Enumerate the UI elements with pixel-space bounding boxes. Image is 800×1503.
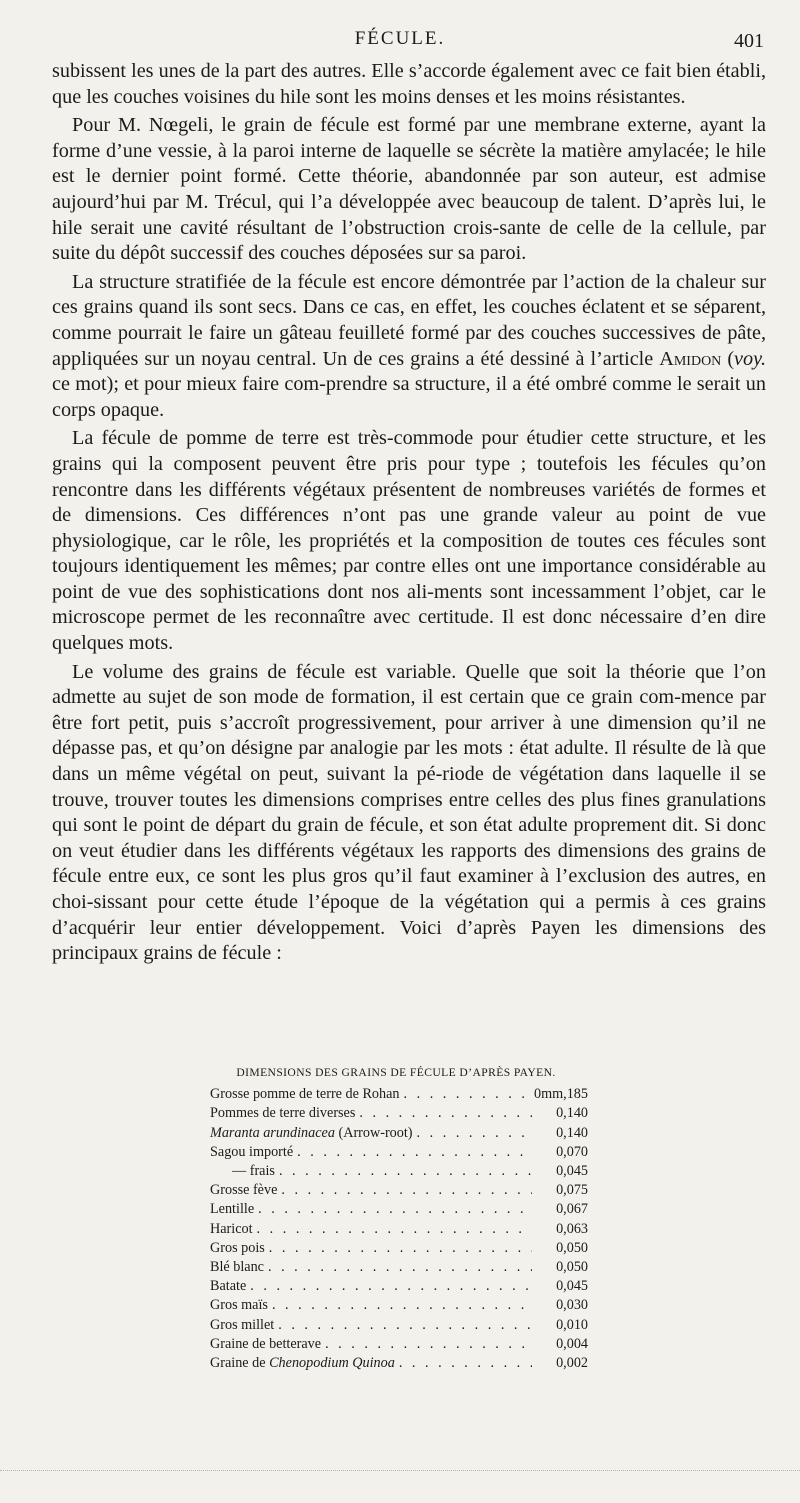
table-row <box>200 1258 592 1277</box>
row-value: 0,070 <box>556 1143 588 1160</box>
row-value: 0,002 <box>556 1355 588 1372</box>
table-row <box>200 1277 592 1296</box>
row-value: 0,004 <box>556 1335 588 1352</box>
row-value: 0,140 <box>556 1105 588 1122</box>
paragraph-3-text-c: ce mot); et pour mieux faire com-prendre sa structure, il a été ombré comme le serait un corps opaque. <box>52 373 766 421</box>
dot-leader <box>404 1085 530 1104</box>
row-label: Grosse pomme de terre de Rohan <box>210 1086 400 1103</box>
dot-leader <box>359 1104 532 1123</box>
table-row <box>200 1104 592 1123</box>
table-row <box>200 1354 592 1373</box>
running-head <box>0 28 800 54</box>
row-label: Blé blanc <box>210 1259 264 1276</box>
table-row <box>200 1296 592 1315</box>
row-label: Graine de betterave <box>210 1335 322 1352</box>
row-label-prefix: Graine de <box>210 1355 270 1372</box>
row-value: 0,045 <box>556 1278 588 1295</box>
row-label-italic: Chenopodium Quinoa <box>269 1355 395 1372</box>
table-rows <box>200 1085 592 1373</box>
row-label: — frais <box>232 1163 275 1180</box>
table-row <box>200 1143 592 1162</box>
dot-leader <box>250 1277 532 1296</box>
running-title: FÉCULE. <box>354 28 446 49</box>
dot-leader <box>281 1181 532 1200</box>
table-title: DIMENSIONS DES GRAINS DE FÉCULE D’APRÈS PAYEN. <box>236 1066 556 1079</box>
row-value: 0,030 <box>556 1297 588 1314</box>
voy-abbreviation: voy. <box>734 347 766 370</box>
table-row <box>200 1316 592 1335</box>
row-value: 0,067 <box>556 1201 588 1218</box>
dot-leader <box>399 1354 532 1373</box>
row-value: 0,063 <box>556 1220 588 1237</box>
dot-leader <box>325 1335 532 1354</box>
table-row <box>200 1335 592 1354</box>
row-label <box>210 1354 395 1373</box>
table-row <box>200 1162 592 1181</box>
table-row <box>200 1220 592 1239</box>
row-value: 0,075 <box>556 1182 588 1199</box>
dot-leader <box>278 1316 532 1335</box>
dot-leader <box>417 1124 532 1143</box>
row-value: 0,140 <box>556 1124 588 1141</box>
paragraph-5: Le volume des grains de fécule est variable. Quelle que soit la théorie que l’on admette au sujet de son mode de formation, il est certain que ce grain com-mence par être fort petit, puis s’accroît progressivement, pour arriver à une dimension qu’il ne dépasse pas, et qu’on désigne par analogie par les mots : état adulte. Il résulte de là que dans un même végétal on peut, suivant la pé-riode de végétation dans laquelle il se trouve, trouver toutes les dimensions comprises entre celles des plus fines granulations qui sont le point de départ du grain de fécule, et son état adulte proprement dit. Si donc on veut étudier dans les différents végétaux les rapports des dimensions des grains de fécule entre eux, ce sont les plus gros qu’il faut examiner à l’exclusion des autres, en choi-sissant pour cette étude l’époque de la végétation qui a permis à ces grains d’acquérir leur entier développement. Voici d’après Payen les dimensions des principaux grains de fécule : <box>52 660 766 965</box>
dot-leader <box>279 1162 532 1181</box>
page-number: 401 <box>734 30 764 52</box>
table-row <box>200 1239 592 1258</box>
row-value: 0,010 <box>556 1316 588 1333</box>
row-label: Pommes de terre diverses <box>210 1105 356 1122</box>
dot-leader <box>268 1258 532 1277</box>
row-label-italic: Maranta arundinacea <box>210 1124 335 1141</box>
row-label: Gros maïs <box>210 1297 268 1314</box>
dot-leader <box>269 1239 532 1258</box>
page-bottom-edge <box>0 1470 800 1471</box>
row-label: Grosse fève <box>210 1182 278 1199</box>
paragraph-1: subissent les unes de la part des autres. Elle s’accorde également avec ce fait bien établi, que les couches voisines du hile sont les moins denses et les moins résistantes. <box>52 60 766 108</box>
row-label: Haricot <box>210 1220 253 1237</box>
row-label: Sagou importé <box>210 1143 294 1160</box>
row-label-suffix: (Arrow-root) <box>334 1124 413 1141</box>
paragraph-2: Pour M. Nœgeli, le grain de fécule est formé par une membrane externe, ayant la forme d’une vessie, à la paroi interne de laquelle se sécrète la matière amylacée; le hile est le dernier point formé. Cette théorie, abandonnée par son auteur, est admise aujourd’hui par M. Trécul, qui l’a développée avec beaucoup de talent. D’après lui, le hile serait une cavité résultant de l’obstruction crois-sante de celle de la cellule, par suite du dépôt successif des couches déposées sur sa paroi. <box>52 114 766 265</box>
row-label: Batate <box>210 1278 247 1295</box>
dot-leader <box>257 1220 532 1239</box>
paragraph-3 <box>52 270 766 424</box>
paragraph-3-text-a: La structure stratifiée de la fécule est encore démontrée par l’action de la chaleur sur ces grains quand ils sont secs. Dans ce cas, en effet, les couches éclatent et se séparent, comme pourrait le faire un gâteau feuilleté formé par des couches successives de pâte, appliquées sur un noyau central. Un de ces grains a été dessiné à l’article <box>52 270 766 370</box>
table-row <box>200 1200 592 1219</box>
paragraph-3-text-b: ( <box>721 347 735 370</box>
row-value: 0,050 <box>556 1239 588 1256</box>
dot-leader <box>297 1143 532 1162</box>
table-row <box>200 1124 592 1143</box>
row-label: Lentille <box>210 1201 255 1218</box>
dot-leader <box>258 1200 532 1219</box>
cross-reference-amidon: Amidon <box>659 347 722 370</box>
paragraph-4: La fécule de pomme de terre est très-commode pour étudier cette structure, et les grains qui la composent peuvent être pris pour type ; toutefois les fécules qu’on rencontre dans les différents végétaux présentent de nombreuses variétés de formes et de dimensions. Ces différences n’ont pas une grande valeur au point de vue physiologique, car le rôle, les propriétés et la composition de toutes ces fécules sont toujours identiquement les mêmes; par contre elles ont une importance considérable au point de vue des sophistications dont nos ali-ments sont incessamment l’objet, car le microscope permet de les reconnaître avec certitude. Il est donc nécessaire d’en dire quelques mots. <box>52 427 766 655</box>
row-value: 0,045 <box>556 1163 588 1180</box>
body-text <box>52 59 766 970</box>
dot-leader <box>272 1296 532 1315</box>
dimensions-table <box>200 1063 592 1373</box>
row-value: 0mm,185 <box>534 1086 588 1103</box>
row-label <box>210 1124 413 1143</box>
table-row <box>200 1181 592 1200</box>
row-label: Gros millet <box>210 1316 275 1333</box>
row-label: Gros pois <box>210 1239 265 1256</box>
table-row <box>200 1085 592 1104</box>
row-value: 0,050 <box>556 1259 588 1276</box>
